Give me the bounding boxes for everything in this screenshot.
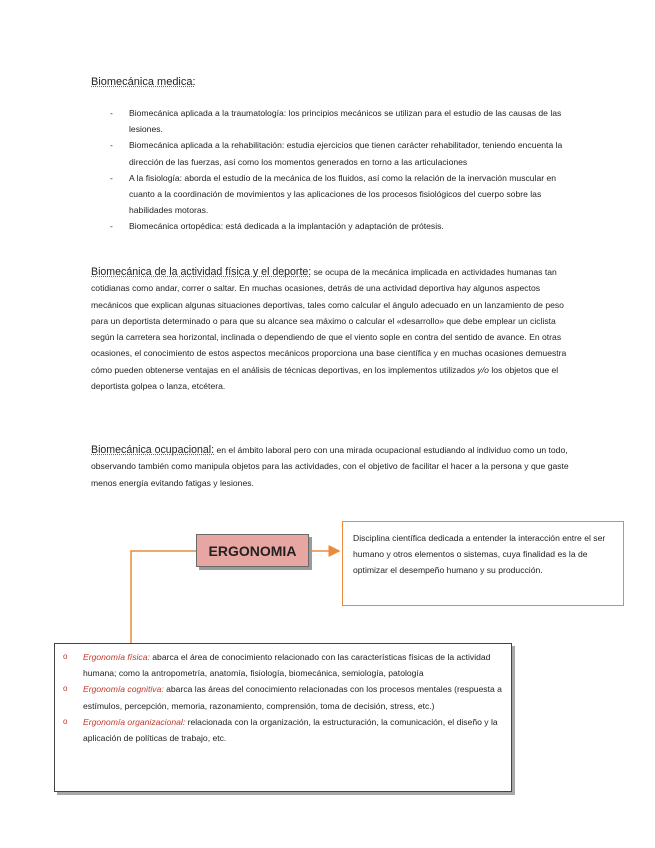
dash-bullet: - [110,108,113,118]
item-label: Ergonomía cognitiva: [83,684,164,695]
item-label: Ergonomía organizacional: [83,716,186,727]
list-item [63,681,503,713]
paragraph-text: los objetos que el deportista golpea o lanza, etcétera. [91,364,559,392]
list-item [63,714,503,746]
ergonomia-types-box [54,643,512,792]
ergonomia-box: ERGONOMIA [196,534,309,567]
ergonomia-types-list [63,649,503,746]
list-item-text: Biomecánica aplicada a la rehabilitación: estudia ejercicios que tienen carácter rehabilitador, teniendo encuenta la dirección de las fuerzas, así como los momentos generados en torno a las articulaciones [129,140,563,167]
item-text: relacionada con la organización, la estructuración, la comunicación, el diseño y la aplicación de políticas de trabajo, etc. [83,716,498,744]
list-item-text: Biomecánica aplicada a la traumatología: los principios mecánicos se utilizan para el estudio de las causas de las lesiones. [129,108,562,135]
circle-bullet: o [63,652,68,661]
connector-to-list [131,551,196,643]
list-item-text: A la fisiología: aborda el estudio de la mecánica de los fluidos, así como la relación de la inervación muscular en cuanto a la coordinación de movimientos y las aplicaciones de los procesos fisiológicos del cuerpo sobre las habilidades motoras. [129,172,557,216]
item-label: Ergonomía física: [83,652,150,662]
item-text: abarca el área de conocimiento relacionado con las características físicas de la actividad humana; como la antropometría, anatomía, fisiología, biomecánica, semiología, patología [83,652,491,679]
list-item [63,649,503,681]
section-title-actividad-fisica: Biomecánica de la actividad física y el deporte: [91,266,312,278]
dash-bullet: - [110,172,113,183]
dash-bullet: - [110,221,113,232]
circle-bullet: o [63,716,68,726]
section-title-ocupacional: Biomecánica ocupacional: [91,444,215,456]
definition-box: Disciplina científica dedicada a entender la interacción entre el ser humano y otros elementos o sistemas, cuya finalidad es la de optimizar el desempeño humano y su producción. [342,521,624,606]
italic-text: y/o [477,364,489,375]
paragraph-text: en el ámbito laboral pero con una mirada ocupacional estudiando al individuo como un todo, observando también como manipula objetos para las actividades, con el objetivo de facilitar el hacer a la persona y que gaste menos energía evitando fatigas y lesiones. [91,445,569,488]
dash-bullet: - [110,140,113,151]
paragraph-text: se ocupa de la mecánica implicada en actividades humanas tan cotidianas como andar, correr o saltar. En muchas ocasiones, detrás de una actividad deportiva hay algunos aspectos mecánicos que explican algunas situaciones deportivas, tales como calcular el ángulo adecuado en un lanzamiento de peso para un deportista determinado o para que su alcance sea máximo o calcular el «desarrollo» que debe emplear un ciclista según la carretera sea horizontal, inclinada o dependiendo de que el viento sople en contra del sentido de avance. En otras ocasiones, el conocimiento de estos aspectos mecánicos proporciona una base científica y en muchas ocasiones demuestra cómo pueden obtenerse ventajas en el análisis de técnicas deportivas, en los implementos utilizados [91,267,567,375]
item-text: abarca las áreas del conocimiento relacionadas con los procesos mentales (respuesta a estímulos, percepción, memoria, razonamiento, comprensión, toma de decisión, stress, etc.) [83,684,502,711]
list-item-text: Biomecánica ortopédica: está dedicada a la implantación y adaptación de prótesis. [129,221,444,232]
section-title-biomecanica-medica: Biomecánica medica: [91,76,196,88]
circle-bullet: o [63,684,68,694]
